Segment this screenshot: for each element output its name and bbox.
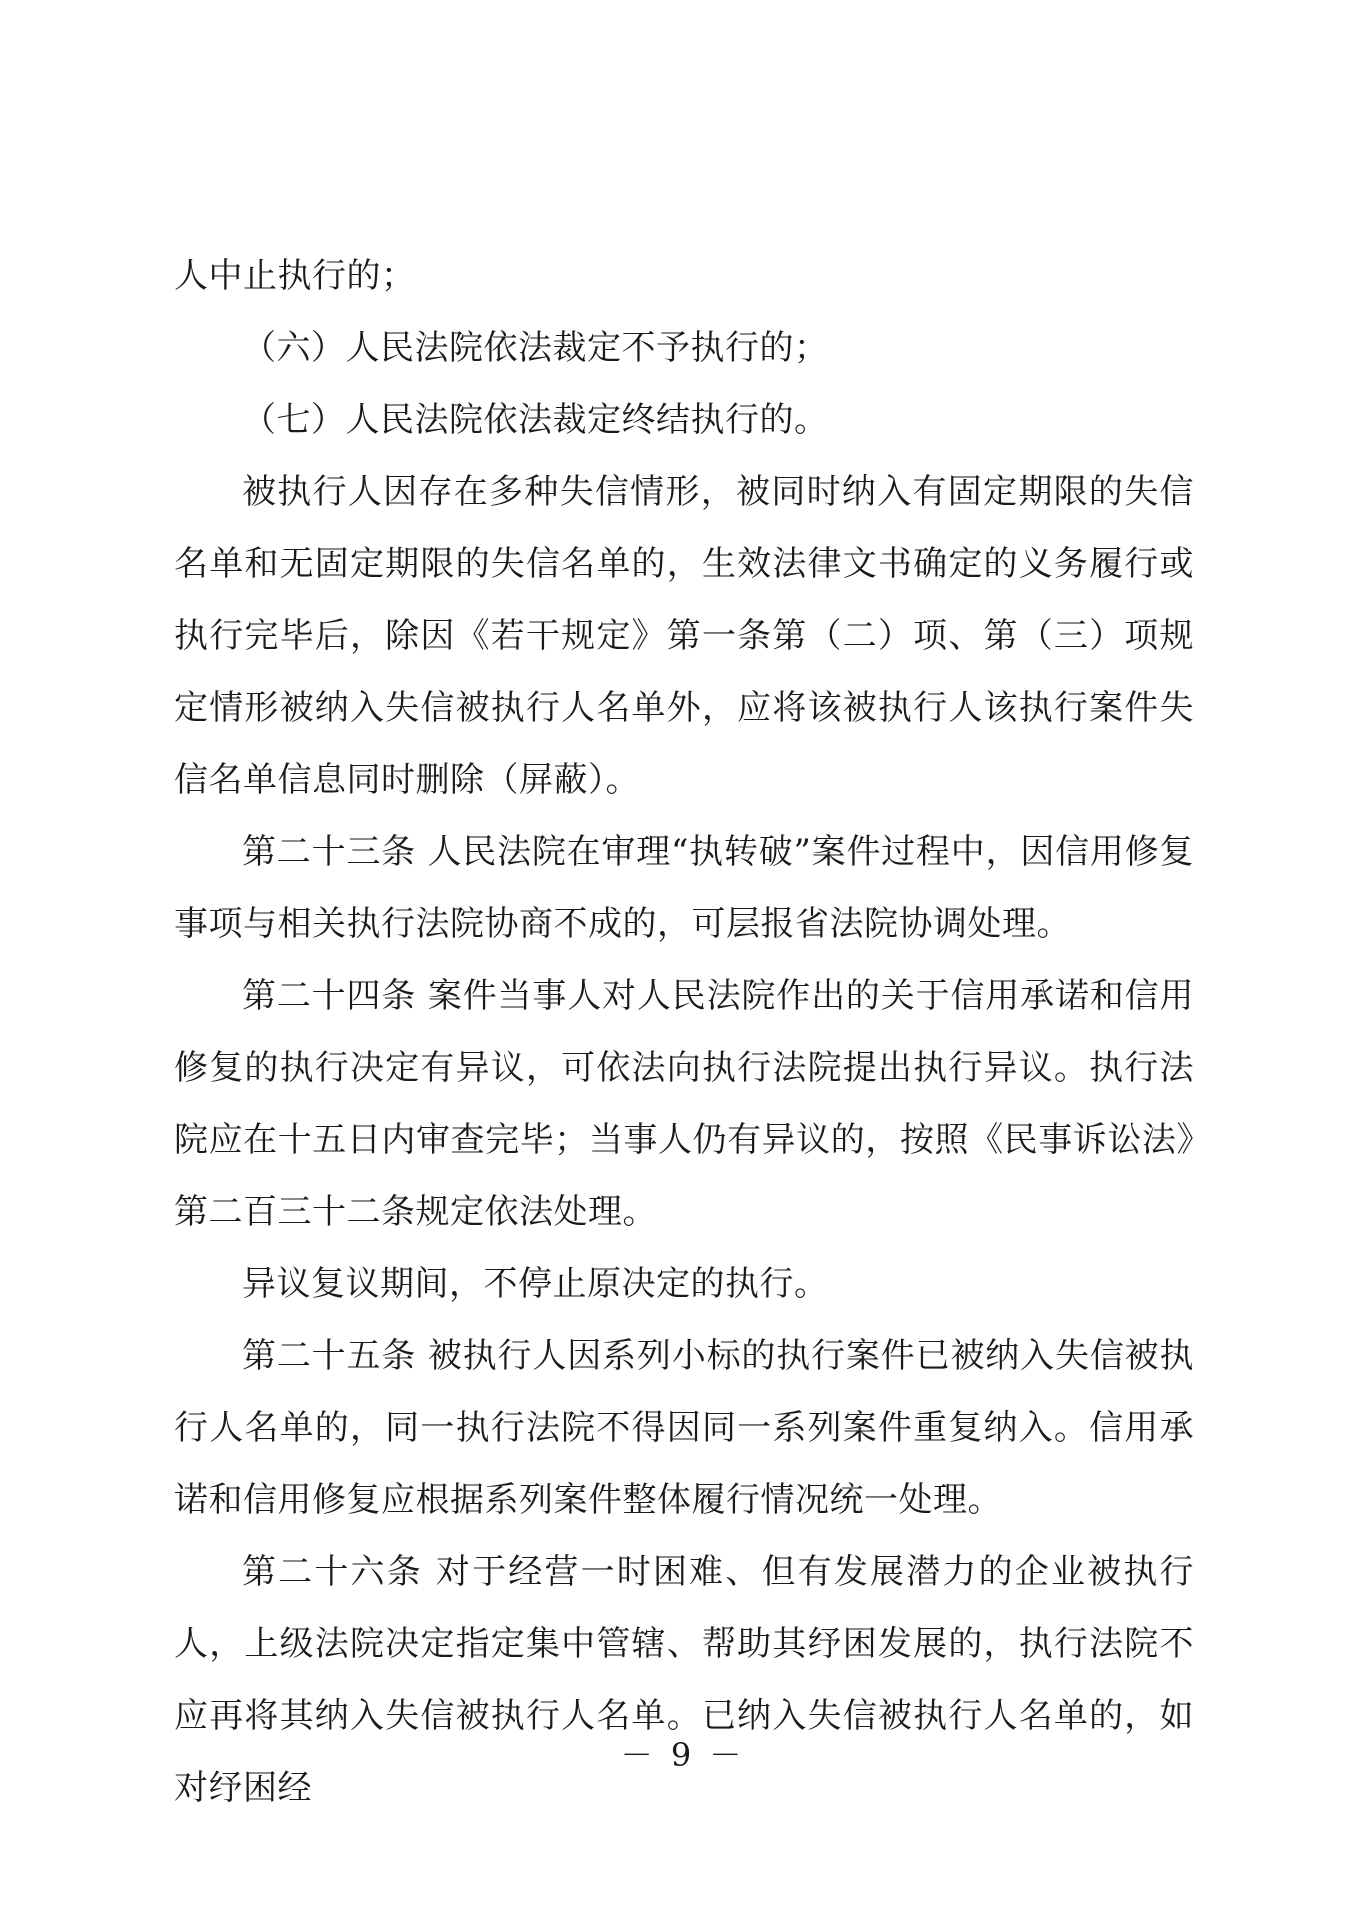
paragraph-article-26: 第二十六条 对于经营一时困难、但有发展潜力的企业被执行人，上级法院决定指定集中管辖、帮助其纾困发展的，执行法院不应再将其纳入失信被执行人名单。已纳入失信被执行人名单的，如对纾困经	[174, 1552, 1194, 1808]
paragraph-item-6: （六）人民法院依法裁定不予执行的；	[242, 328, 829, 368]
paragraph-item-7: （七）人民法院依法裁定终结执行的。	[242, 400, 829, 440]
paragraph-continuation: 人中止执行的；	[174, 256, 416, 296]
paragraph-article-25: 第二十五条 被执行人因系列小标的执行案件已被纳入失信被执行人名单的，同一执行法院不得因同一系列案件重复纳入。信用承诺和信用修复应根据系列案件整体履行情况统一处理。	[174, 1336, 1194, 1520]
paragraph-objection-period: 异议复议期间，不停止原决定的执行。	[242, 1264, 829, 1304]
paragraph-article-23: 第二十三条 人民法院在审理“执转破”案件过程中，因信用修复事项与相关执行法院协商不成的，可层报省法院协调处理。	[174, 832, 1194, 944]
paragraph-multiple-dishonesty: 被执行人因存在多种失信情形，被同时纳入有固定期限的失信名单和无固定期限的失信名单的，生效法律文书确定的义务履行或执行完毕后，除因《若干规定》第一条第（二）项、第（三）项规定情形被纳入失信被执行人名单外，应将该被执行人该执行案件失信名单信息同时删除（屏蔽）。	[174, 472, 1194, 800]
page-number: － 9 －	[620, 1736, 746, 1774]
paragraph-article-24: 第二十四条 案件当事人对人民法院作出的关于信用承诺和信用修复的执行决定有异议，可依法向执行法院提出执行异议。执行法院应在十五日内审查完毕；当事人仍有异议的，按照《民事诉讼法》第二百三十二条规定依法处理。	[174, 976, 1194, 1232]
document-body	[174, 240, 1194, 1824]
